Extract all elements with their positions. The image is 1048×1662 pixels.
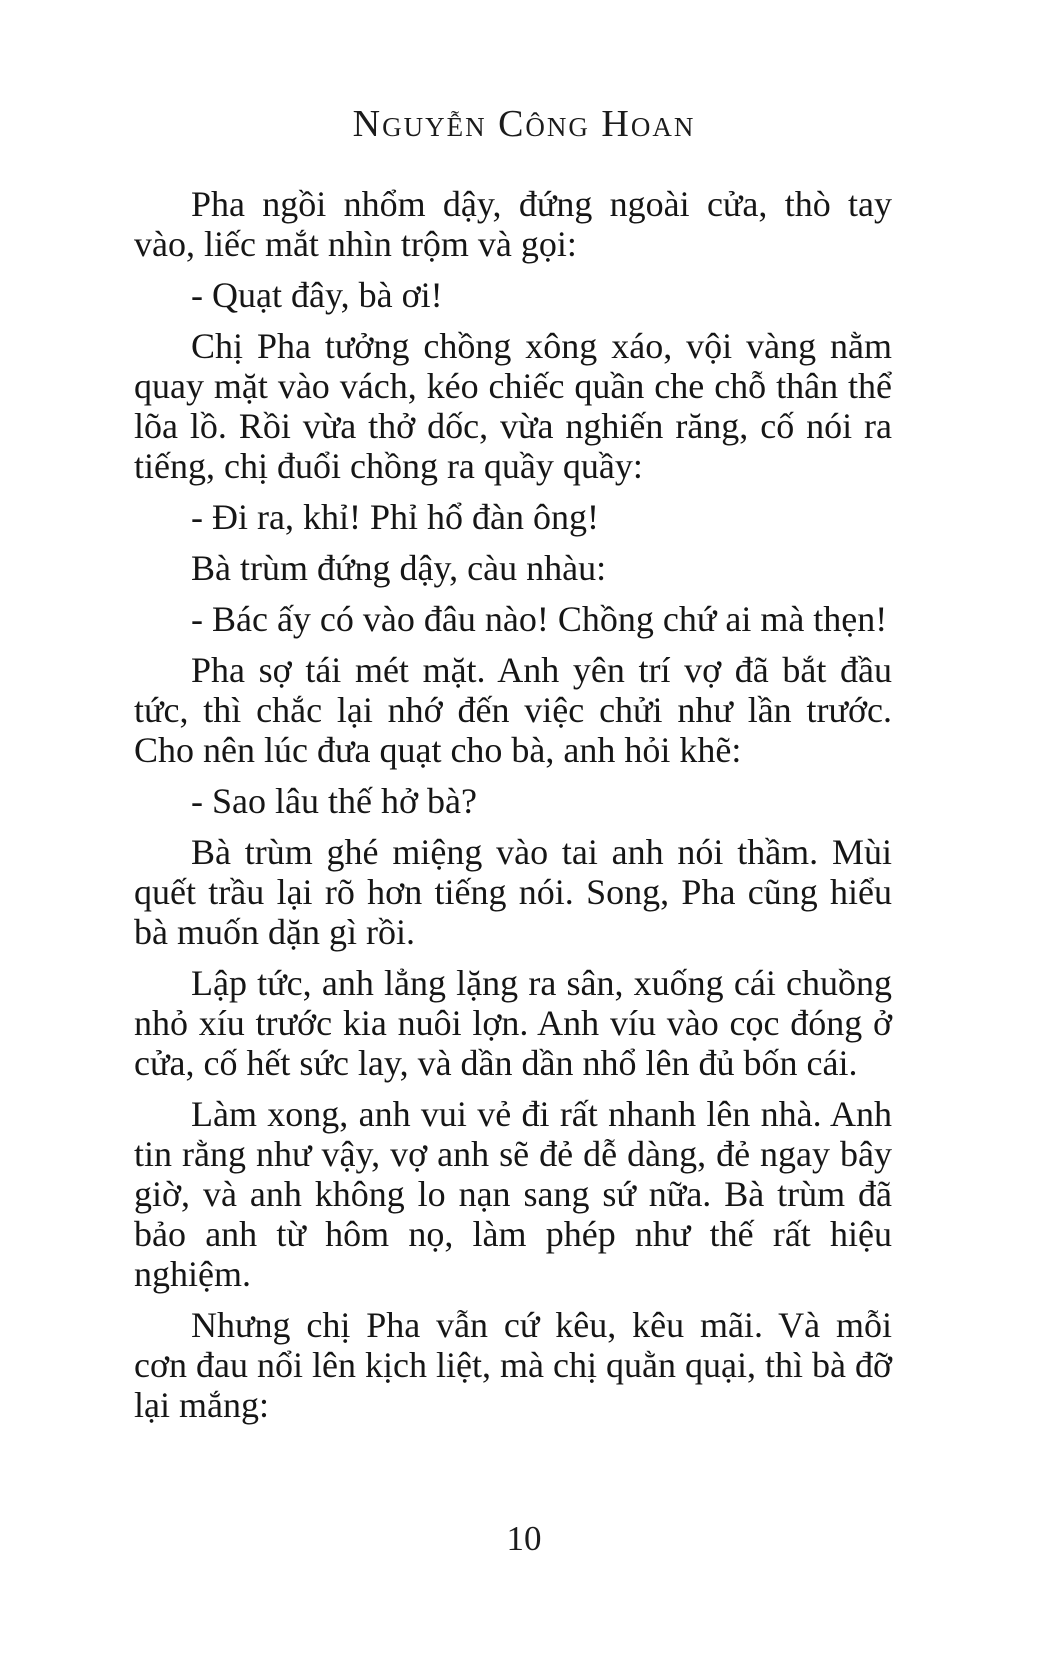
paragraph: Pha ngồi nhổm dậy, đứng ngoài cửa, thò tay vào, liếc mắt nhìn trộm và gọi:: [134, 184, 892, 264]
paragraph: Bà trùm ghé miệng vào tai anh nói thầm. Mùi quết trầu lại rõ hơn tiếng nói. Song, Pha cũng hiểu bà muốn dặn gì rồi.: [134, 832, 892, 952]
dialogue-line: - Sao lâu thế hở bà?: [191, 781, 477, 821]
paragraph: Chị Pha tưởng chồng xông xáo, vội vàng nằm quay mặt vào vách, kéo chiếc quần che chỗ thân thể lõa lồ. Rồi vừa thở dốc, vừa nghiến răng, cố nói ra tiếng, chị đuổi chồng ra quầy quầy:: [134, 326, 892, 486]
paragraph: Pha sợ tái mét mặt. Anh yên trí vợ đã bắt đầu tức, thì chắc lại nhớ đến việc chửi như lần trước. Cho nên lúc đưa quạt cho bà, anh hỏi khẽ:: [134, 650, 892, 770]
page-number: 10: [506, 1519, 542, 1558]
dialogue-line: - Quạt đây, bà ơi!: [191, 275, 443, 315]
paragraph: Làm xong, anh vui vẻ đi rất nhanh lên nhà. Anh tin rằng như vậy, vợ anh sẽ đẻ dễ dàng, đẻ ngay bây giờ, và anh không lo nạn sang sứ nữa. Bà trùm đã bảo anh từ hôm nọ, làm phép như thế rất hiệu nghiệm.: [134, 1094, 892, 1294]
paragraph: Lập tức, anh lẳng lặng ra sân, xuống cái chuồng nhỏ xíu trước kia nuôi lợn. Anh víu vào cọc đóng ở cửa, cố hết sức lay, và dần dần nhổ lên đủ bốn cái.: [134, 963, 892, 1083]
dialogue-line: - Đi ra, khỉ! Phỉ hổ đàn ông!: [191, 497, 599, 537]
body-text: [134, 184, 892, 1436]
running-header: Nguyễn Công Hoan: [352, 103, 696, 145]
dialogue-line: - Bác ấy có vào đâu nào! Chồng chứ ai mà thẹn!: [191, 599, 888, 639]
paragraph: Nhưng chị Pha vẫn cứ kêu, kêu mãi. Và mỗi cơn đau nổi lên kịch liệt, mà chị quằn quại, thì bà đỡ lại mắng:: [134, 1305, 892, 1425]
paragraph: Bà trùm đứng dậy, càu nhàu:: [191, 548, 607, 588]
